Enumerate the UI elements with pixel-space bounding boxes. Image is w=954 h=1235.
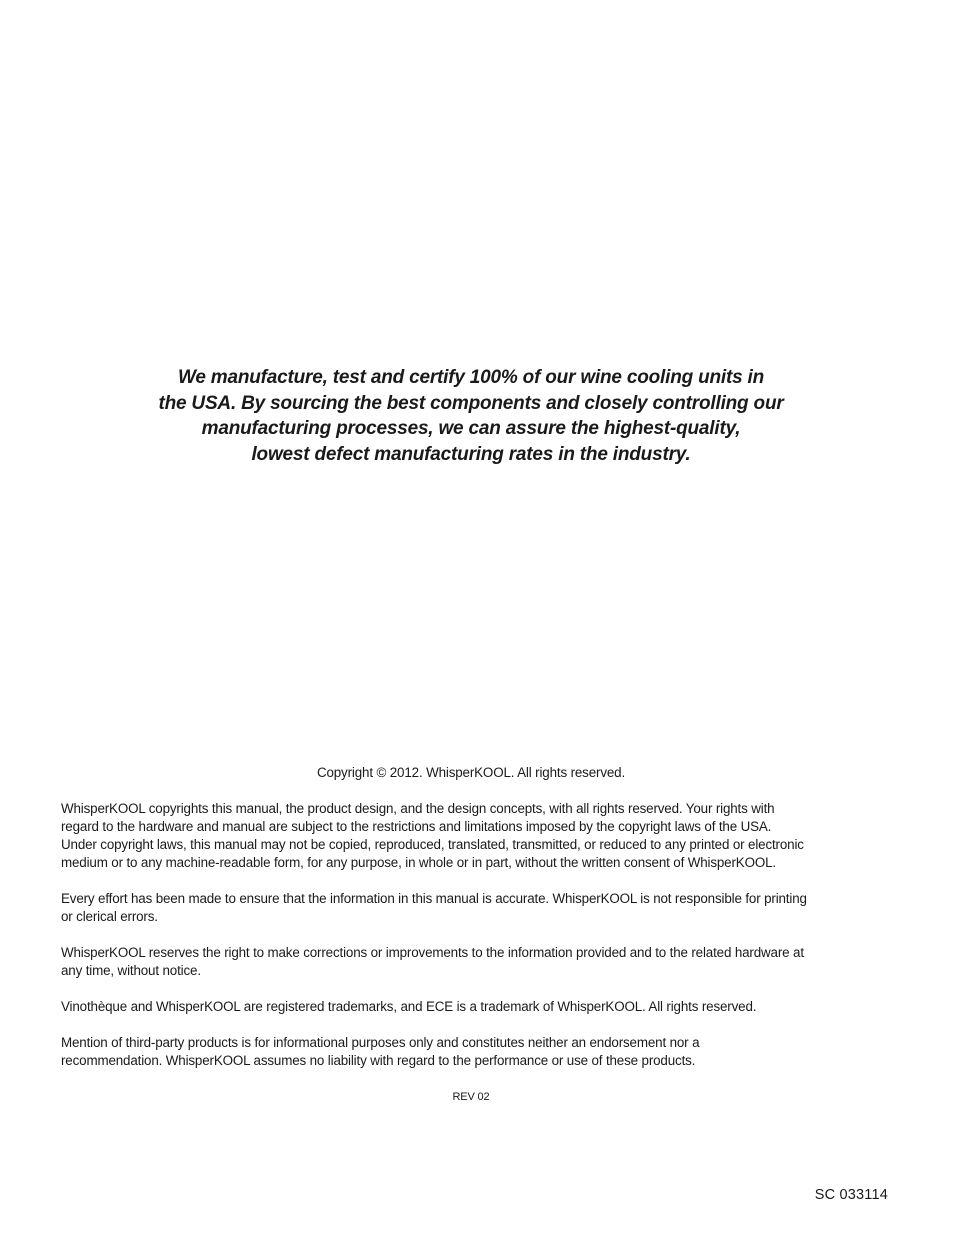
copyright-paragraph	[61, 800, 883, 872]
legal-notice	[61, 764, 883, 1106]
paragraph-line: or clerical errors.	[61, 909, 158, 924]
revision-label: REV 02	[452, 1091, 490, 1103]
tagline-line: We manufacture, test and certify 100% of our wine cooling units in	[177, 367, 765, 388]
accuracy-paragraph	[61, 890, 883, 926]
paragraph-line: Under copyright laws, this manual may not be copied, reproduced, translated, transmitted, or reduced to any printed or electronic	[61, 837, 804, 852]
paragraph-line: WhisperKOOL copyrights this manual, the product design, and the design concepts, with all rights reserved. Your rights with	[61, 801, 775, 816]
paragraph-line: Mention of third-party products is for informational purposes only and constitutes neither an endorsement nor a	[61, 1035, 700, 1050]
tagline-line: the USA. By sourcing the best components and closely controlling our	[158, 392, 784, 414]
corrections-paragraph	[61, 944, 883, 980]
paragraph-line: Vinothèque and WhisperKOOL are registered trademarks, and ECE is a trademark of WhisperKOOL. All rights reserved.	[61, 999, 757, 1014]
tagline-line: manufacturing processes, we can assure the highest-quality,	[201, 418, 741, 439]
copyright-line: Copyright © 2012. WhisperKOOL. All rights reserved.	[316, 765, 626, 780]
tagline-line: lowest defect manufacturing rates in the industry.	[251, 443, 691, 465]
document-code: SC 033114	[814, 1187, 888, 1203]
paragraph-line: any time, without notice.	[61, 963, 201, 978]
paragraph-line: medium or to any machine-readable form, for any purpose, in whole or in part, without the written consent of WhisperKOOL.	[61, 855, 776, 870]
paragraph-line: Every effort has been made to ensure that the information in this manual is accurate. WhisperKOOL is not responsible for printing	[61, 891, 807, 906]
trademark-paragraph	[61, 998, 883, 1016]
paragraph-line: regard to the hardware and manual are subject to the restrictions and limitations imposed by the copyright laws of the USA.	[61, 819, 772, 834]
paragraph-line: recommendation. WhisperKOOL assumes no liability with regard to the performance or use of these products.	[61, 1053, 696, 1068]
paragraph-line: WhisperKOOL reserves the right to make corrections or improvements to the information provided and to the related hardware at	[61, 945, 804, 960]
third-party-paragraph	[61, 1034, 883, 1070]
tagline	[140, 365, 802, 467]
